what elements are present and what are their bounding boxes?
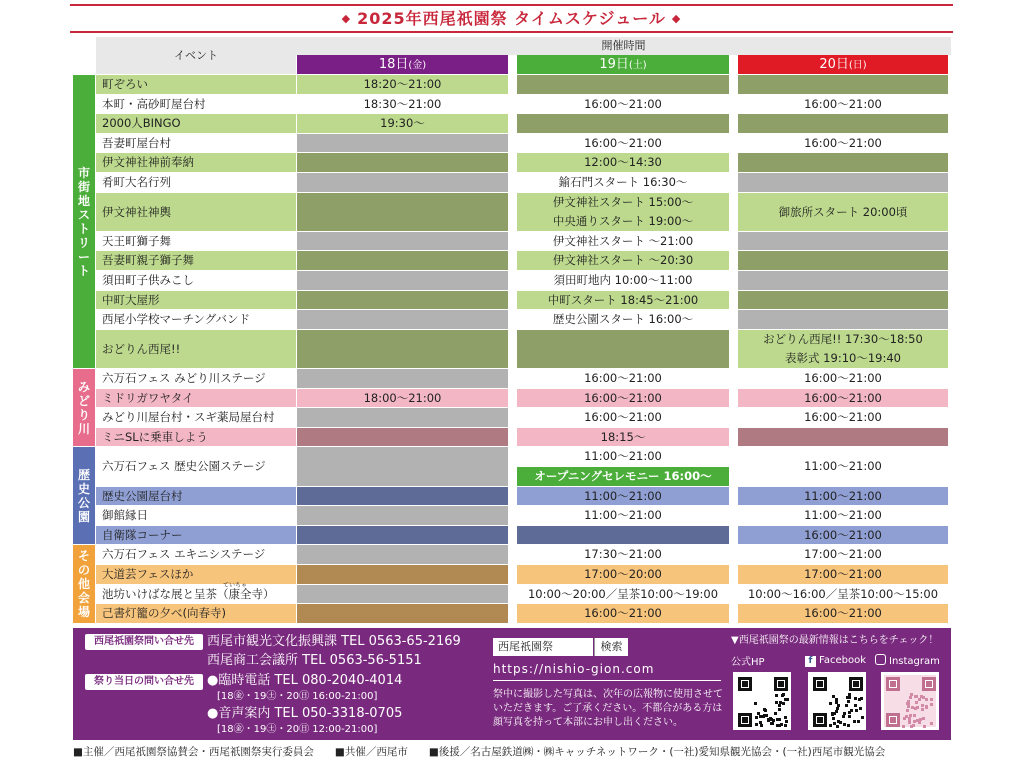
temp-phone: ●臨時電話 TEL 080-2040-4014: [207, 673, 403, 688]
facebook-qr-code[interactable]: [808, 672, 866, 730]
time-cell-day20: [738, 291, 948, 310]
time-cell-day19: 17:30〜21:00: [517, 545, 729, 564]
time-cell-day18: [297, 330, 508, 368]
time-cell-day19: [517, 114, 729, 133]
time-cell-day20: 17:00〜21:00: [738, 565, 948, 584]
title-rule: [70, 31, 953, 33]
time-cell-day18: [297, 565, 508, 584]
event-name: おどりん西尾!!: [96, 330, 296, 368]
voice-guide-phone: ●音声案内 TEL 050-3318-0705: [207, 706, 403, 721]
time-cell-day19: 伊文神社スタート 15:00〜 中央通りスタート 19:00〜: [517, 193, 729, 231]
ruby-annotation: ていちゃ: [223, 581, 248, 589]
time-cell-day19: 10:00〜20:00／呈茶10:00〜19:00: [517, 585, 729, 604]
event-name: 六万石フェス みどり川ステージ: [96, 369, 296, 388]
time-cell-day18: [297, 134, 508, 153]
event-name: ミニSLに乗車しよう: [96, 428, 296, 447]
time-cell-day18: [297, 447, 508, 485]
time-cell-day18: [297, 585, 508, 604]
time-cell-day18: [297, 291, 508, 310]
time-cell-day20: 17:00〜21:00: [738, 545, 948, 564]
hp-label: 公式HP: [731, 657, 765, 668]
time-cell-day19: 中町スタート 18:45〜21:00: [517, 291, 729, 310]
time-cell-day20: [738, 310, 948, 329]
time-cell-day18: 18:00〜21:00: [297, 389, 508, 408]
event-name: 肴町大名行列: [96, 173, 296, 192]
footer-panel: [73, 628, 951, 740]
time-cell-day18: [297, 271, 508, 290]
facebook-icon: f: [805, 656, 816, 667]
event-name: 池坊いけばな展と呈茶（康全寺） ていちゃ: [96, 585, 296, 604]
event-name: 己書灯籠の夕べ(向春寺): [96, 604, 296, 623]
time-column-header: 開催時間: [296, 37, 951, 55]
time-cell-day18: 18:20〜21:00: [297, 75, 508, 94]
day-inquiry-label: 祭り当日の問い合せ先: [85, 674, 203, 690]
site-url[interactable]: https://nishio-gion.com: [493, 662, 655, 676]
time-cell-day20: [738, 232, 948, 251]
time-cell-day20: 御旅所スタート 20:00頃: [738, 193, 948, 231]
section-label-1: みどり川: [73, 369, 95, 446]
temp-phone-hours: [18㊎・19㊏・20㊐ 16:00-21:00]: [217, 691, 378, 702]
event-name: 伊文神社神前奉納: [96, 153, 296, 172]
inquiry-label: 西尾祇園祭問い合せ先: [85, 634, 203, 650]
time-cell-day19: [517, 330, 729, 368]
time-cell-day18: [297, 153, 508, 172]
time-cell-day19: 16:00〜21:00: [517, 389, 729, 408]
hp-qr-code[interactable]: [733, 672, 791, 730]
time-cell-day20: 16:00〜21:00: [738, 134, 948, 153]
event-column-header: イベント: [96, 37, 296, 74]
facebook-label: f Facebook: [805, 654, 866, 667]
sns-heading: ▼西尾祇園祭の最新情報はこちらをチェック！: [731, 635, 939, 646]
event-name: 西尾小学校マーチングバンド: [96, 310, 296, 329]
time-cell-day19: 17:00〜20:00: [517, 565, 729, 584]
time-cell-day18: [297, 428, 508, 447]
photo-notice: 祭中に撮影した写真は、次年の広報物に使用させていただきます。ご了承ください。不都合がある方は顔写真を持って本部にお申し出ください。: [493, 689, 723, 728]
event-name: みどり川屋台村・スギ薬局屋台村: [96, 408, 296, 427]
url-underline: [493, 680, 721, 681]
event-name: 歴史公園屋台村: [96, 487, 296, 506]
section-label-3: その他会場: [73, 545, 95, 622]
time-cell-day18: [297, 545, 508, 564]
inquiry-line-1: 西尾市観光文化振興課 TEL 0563-65-2169: [207, 634, 461, 649]
time-cell-day19: 伊文神社スタート 〜21:00: [517, 232, 729, 251]
time-cell-day20: 16:00〜21:00: [738, 389, 948, 408]
time-cell-day19: 11:00〜21:00: [517, 447, 729, 466]
time-cell-day18: 18:30〜21:00: [297, 95, 508, 114]
opening-ceremony-cell: オープニングセレモニー 16:00〜: [517, 467, 729, 486]
search-button[interactable]: 検索: [594, 638, 628, 656]
search-box[interactable]: 西尾祇園祭: [493, 638, 593, 656]
time-cell-day20: 16:00〜21:00: [738, 408, 948, 427]
time-cell-day19: [517, 526, 729, 545]
time-cell-day20: [738, 271, 948, 290]
time-cell-day18: 19:30〜: [297, 114, 508, 133]
time-cell-day19: 須田町地内 10:00〜11:00: [517, 271, 729, 290]
organizer-credits: ■主催／西尾祇園祭協賛会・西尾祇園祭実行委員会 ■共催／西尾市 ■後援／名古屋鉄道㈱・㈱キャッチネットワーク・(一社)愛知県観光協会・(一社)西尾市観光協会: [73, 746, 886, 758]
event-name: 六万石フェス エキニシステージ: [96, 545, 296, 564]
time-cell-day20: 11:00〜21:00: [738, 487, 948, 506]
section-label-2: 歴史公園: [73, 447, 95, 544]
time-cell-day19: 伊文神社スタート 〜20:30: [517, 251, 729, 270]
time-cell-day20: 16:00〜21:00: [738, 604, 948, 623]
time-cell-day18: [297, 369, 508, 388]
time-cell-day20: [738, 153, 948, 172]
time-cell-day19: 16:00〜21:00: [517, 604, 729, 623]
time-cell-day18: [297, 251, 508, 270]
time-cell-day18: [297, 310, 508, 329]
event-name: 伊文神社神輿: [96, 193, 296, 231]
time-cell-day20: 16:00〜21:00: [738, 526, 948, 545]
time-cell-day18: [297, 604, 508, 623]
time-cell-day18: [297, 173, 508, 192]
section-label-0: 市街地ストリート: [73, 75, 95, 368]
time-cell-day20: おどりん西尾!! 17:30〜18:50 表彰式 19:10〜19:40: [738, 330, 948, 368]
day-header-20: 20日(日): [738, 55, 948, 74]
time-cell-day20: 11:00〜21:00: [738, 506, 948, 525]
time-cell-day18: [297, 487, 508, 506]
time-cell-day20: [738, 428, 948, 447]
event-name: ミドリガワヤタイ: [96, 389, 296, 408]
event-name: 自衛隊コーナー: [96, 526, 296, 545]
time-cell-day19: 鍮石門スタート 16:30〜: [517, 173, 729, 192]
event-name: 吾妻町屋台村: [96, 134, 296, 153]
event-name: 2000人BINGO: [96, 114, 296, 133]
inquiry-line-2: 西尾商工会議所 TEL 0563-56-5151: [207, 653, 422, 668]
time-cell-day20: [738, 114, 948, 133]
instagram-icon: [875, 654, 886, 665]
event-name: 大道芸フェスほか: [96, 565, 296, 584]
day-header-18: 18日(金): [297, 55, 508, 74]
time-cell-day20: 10:00〜16:00／呈茶10:00〜15:00: [738, 585, 948, 604]
time-cell-day20: 11:00〜21:00: [738, 447, 948, 485]
time-cell-day18: [297, 232, 508, 251]
time-cell-day19: 12:00〜14:30: [517, 153, 729, 172]
event-name: 御館縁日: [96, 506, 296, 525]
time-cell-day20: 16:00〜21:00: [738, 95, 948, 114]
event-name: 中町大屋形: [96, 291, 296, 310]
event-name: 六万石フェス 歴史公園ステージ: [96, 447, 296, 485]
instagram-label: Instagram: [875, 654, 940, 668]
time-cell-day19: 歴史公園スタート 16:00〜: [517, 310, 729, 329]
day-header-19: 19日(土): [517, 55, 729, 74]
voice-guide-hours: [18㊎・19㊏・20㊐ 12:00-21:00]: [217, 724, 378, 735]
time-cell-day18: [297, 408, 508, 427]
time-cell-day19: 11:00〜21:00: [517, 506, 729, 525]
time-cell-day19: [517, 75, 729, 94]
time-cell-day19: 11:00〜21:00: [517, 487, 729, 506]
time-cell-day19: 18:15〜: [517, 428, 729, 447]
event-name: 町ぞろい: [96, 75, 296, 94]
time-cell-day20: [738, 173, 948, 192]
time-cell-day19: 16:00〜21:00: [517, 95, 729, 114]
event-name: 本町・高砂町屋台村: [96, 95, 296, 114]
event-name: 吾妻町親子獅子舞: [96, 251, 296, 270]
instagram-qr-code[interactable]: [881, 672, 939, 730]
time-cell-day19: 16:00〜21:00: [517, 369, 729, 388]
time-cell-day19: 16:00〜21:00: [517, 408, 729, 427]
event-name: 天王町獅子舞: [96, 232, 296, 251]
page-title: ◆ 2025年西尾祇園祭 タイムスケジュール ◆: [341, 9, 682, 28]
time-cell-day19: 16:00〜21:00: [517, 134, 729, 153]
time-cell-day20: [738, 251, 948, 270]
event-name: 須田町子供みこし: [96, 271, 296, 290]
time-cell-day20: [738, 75, 948, 94]
time-cell-day18: [297, 506, 508, 525]
time-cell-day18: [297, 193, 508, 231]
time-cell-day20: 16:00〜21:00: [738, 369, 948, 388]
time-cell-day18: [297, 526, 508, 545]
